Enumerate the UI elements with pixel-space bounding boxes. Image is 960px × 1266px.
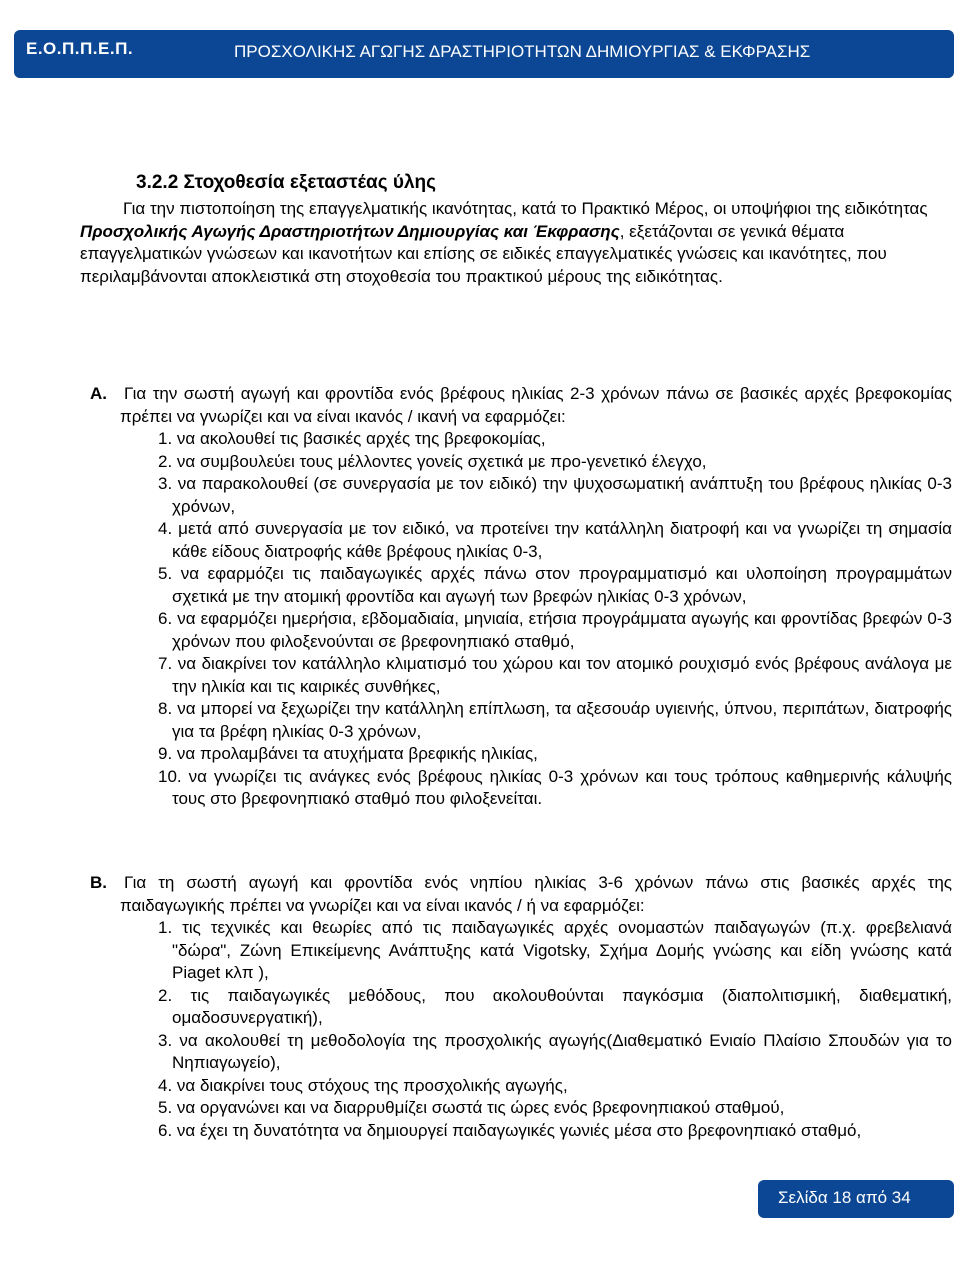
section-b-lead <box>80 872 952 917</box>
list-item: 1. τις τεχνικές και θεωρίες από τις παιδαγωγικές αρχές ονομαστών παιδαγωγών (π.χ. φρεβελιανά "δώρα", Ζώνη Επικείμενης Ανάπτυξης κατά Vigotsky, Σχήμα Δομής γνώσης και είδη γνώσης κατά Piaget κλπ ), <box>158 918 952 982</box>
section-b-lead-text: Για τη σωστή αγωγή και φροντίδα ενός νηπίου ηλικίας 3-6 χρόνων πάνω στις βασικές αρχές της παιδαγωγικής πρέπει να γνωρίζει και να είναι ικανός / ή να εφαρμόζει: <box>120 873 952 915</box>
section-a-letter: Α. <box>90 384 107 403</box>
header-banner <box>14 30 954 78</box>
list-item: 7. να διακρίνει τον κατάλληλο κλιματισμό του χώρου και τον ατομικό ρουχισμό ενός βρέφους ανάλογα με την ηλικία και τις καιρικές συνθήκες, <box>158 654 952 696</box>
list-item: 10. να γνωρίζει τις ανάγκες ενός βρέφους ηλικίας 0-3 χρόνων και τους τρόπους καθημερινής κάλυψής τους στο βρεφονηπιακό σταθμό που φιλοξενείται. <box>158 766 952 808</box>
section-heading: 3.2.2 Στοχοθεσία εξεταστέας ύλης <box>136 172 436 193</box>
page-number: Σελίδα 18 από 34 <box>778 1188 911 1207</box>
list-item: 6. να έχει τη δυνατότητα να δημιουργεί παιδαγωγικές γωνιές μέσα στο βρεφονηπιακό σταθμό, <box>158 1120 862 1140</box>
header-title: ΠΡΟΣΧΟΛΙΚΗΣ ΑΓΩΓΗΣ ΔΡΑΣΤΗΡΙΟΤΗΤΩΝ ΔΗΜΙΟΥΡΓΙΑΣ & ΕΚΦΡΑΣΗΣ <box>234 42 811 61</box>
intro-text-1: Για την πιστοποίηση της επαγγελματικής ικανότητας, κατά το Πρακτικό Μέρος, οι υποψήφιοι της ειδικότητας <box>123 199 928 218</box>
list-item: 4. να διακρίνει τους στόχους της προσχολικής αγωγής, <box>158 1075 568 1095</box>
intro-paragraph <box>80 198 952 288</box>
section-a <box>80 383 952 811</box>
list-item: 2. να συμβουλεύει τους μέλλοντες γονείς σχετικά με προ-γενετικό έλεγχο, <box>158 451 707 471</box>
list-item: 1. να ακολουθεί τις βασικές αρχές της βρεφοκομίας, <box>158 429 546 448</box>
list-item: 5. να οργανώνει και να διαρρυθμίζει σωστά τις ώρες ενός βρεφονηπιακού σταθμού, <box>158 1098 785 1117</box>
section-b-letter: Β. <box>90 873 107 892</box>
list-item: 3. να παρακολουθεί (σε συνεργασία με τον ειδικό) την ψυχοσωματική ανάπτυξη του βρέφους ηλικίας 0-3 χρόνων, <box>158 474 952 516</box>
list-item: 6. να εφαρμόζει ημερήσια, εβδομαδιαία, μηνιαία, ετήσια προγράμματα αγωγής και φροντίδας βρεφών 0-3 χρόνων που φιλοξενούνται σε βρεφονηπιακό σταθμό, <box>158 609 952 651</box>
section-a-lead <box>80 383 952 428</box>
list-item: 9. να προλαμβάνει τα ατυχήματα βρεφικής ηλικίας, <box>158 744 538 763</box>
page-footer <box>758 1180 954 1218</box>
intro-text-2: , εξετάζονται σε γενικά θέματα επαγγελματικών γνώσεων και ικανοτήτων και επίσης σε ειδικές επαγγελματικές γνώσεις και ικανότητες, που περιλαμβάνονται αποκλειστικά στη στοχοθεσία του πρακτικού μέρους της ειδικότητας. <box>80 221 887 286</box>
specialty-name: Προσχολικής Αγωγής Δραστηριοτήτων Δημιουργίας και Έκφρασης <box>80 221 620 241</box>
section-a-lead-text: Για την σωστή αγωγή και φροντίδα ενός βρέφους ηλικίας 2-3 χρόνων πάνω σε βασικές αρχές βρεφοκομίας πρέπει να γνωρίζει και να είναι ικανός / ικανή να εφαρμόζει: <box>120 384 952 426</box>
list-item: 5. να εφαρμόζει τις παιδαγωγικές αρχές πάνω στον προγραμματισμό και υλοποίηση προγραμμάτων σχετικά με την ατομική φροντίδα και αγωγή των βρεφών ηλικίας 0-3 χρόνων, <box>158 564 952 606</box>
list-item: 4. μετά από συνεργασία με τον ειδικό, να προτείνει την κατάλληλη διατροφή και να γνωρίζει τη σημασία κάθε είδους διατροφής κάθε βρέφους ηλικίας 0-3, <box>158 519 952 561</box>
list-item: 2. τις παιδαγωγικές μεθόδους, που ακολουθούνται παγκόσμια (διαπολιτισμική, διαθεματική, ομαδοσυνεργατική), <box>158 985 952 1027</box>
section-b <box>80 872 952 1142</box>
section-b-list <box>80 917 952 1142</box>
list-item: 3. να ακολουθεί τη μεθοδολογία της προσχολικής αγωγής(Διαθεματικό Ενιαίο Πλαίσιο Σπουδών για το Νηπιαγωγείο), <box>158 1030 952 1072</box>
list-item: 8. να μπορεί να ξεχωρίζει την κατάλληλη επίπλωση, τα αξεσουάρ υγιεινής, ύπνου, περιπάτων, διατροφής για τα βρέφη ηλικίας 0-3 χρόνων, <box>158 699 952 741</box>
header-org: Ε.Ο.Π.Π.Ε.Π. <box>26 39 134 58</box>
section-a-list <box>80 428 952 811</box>
